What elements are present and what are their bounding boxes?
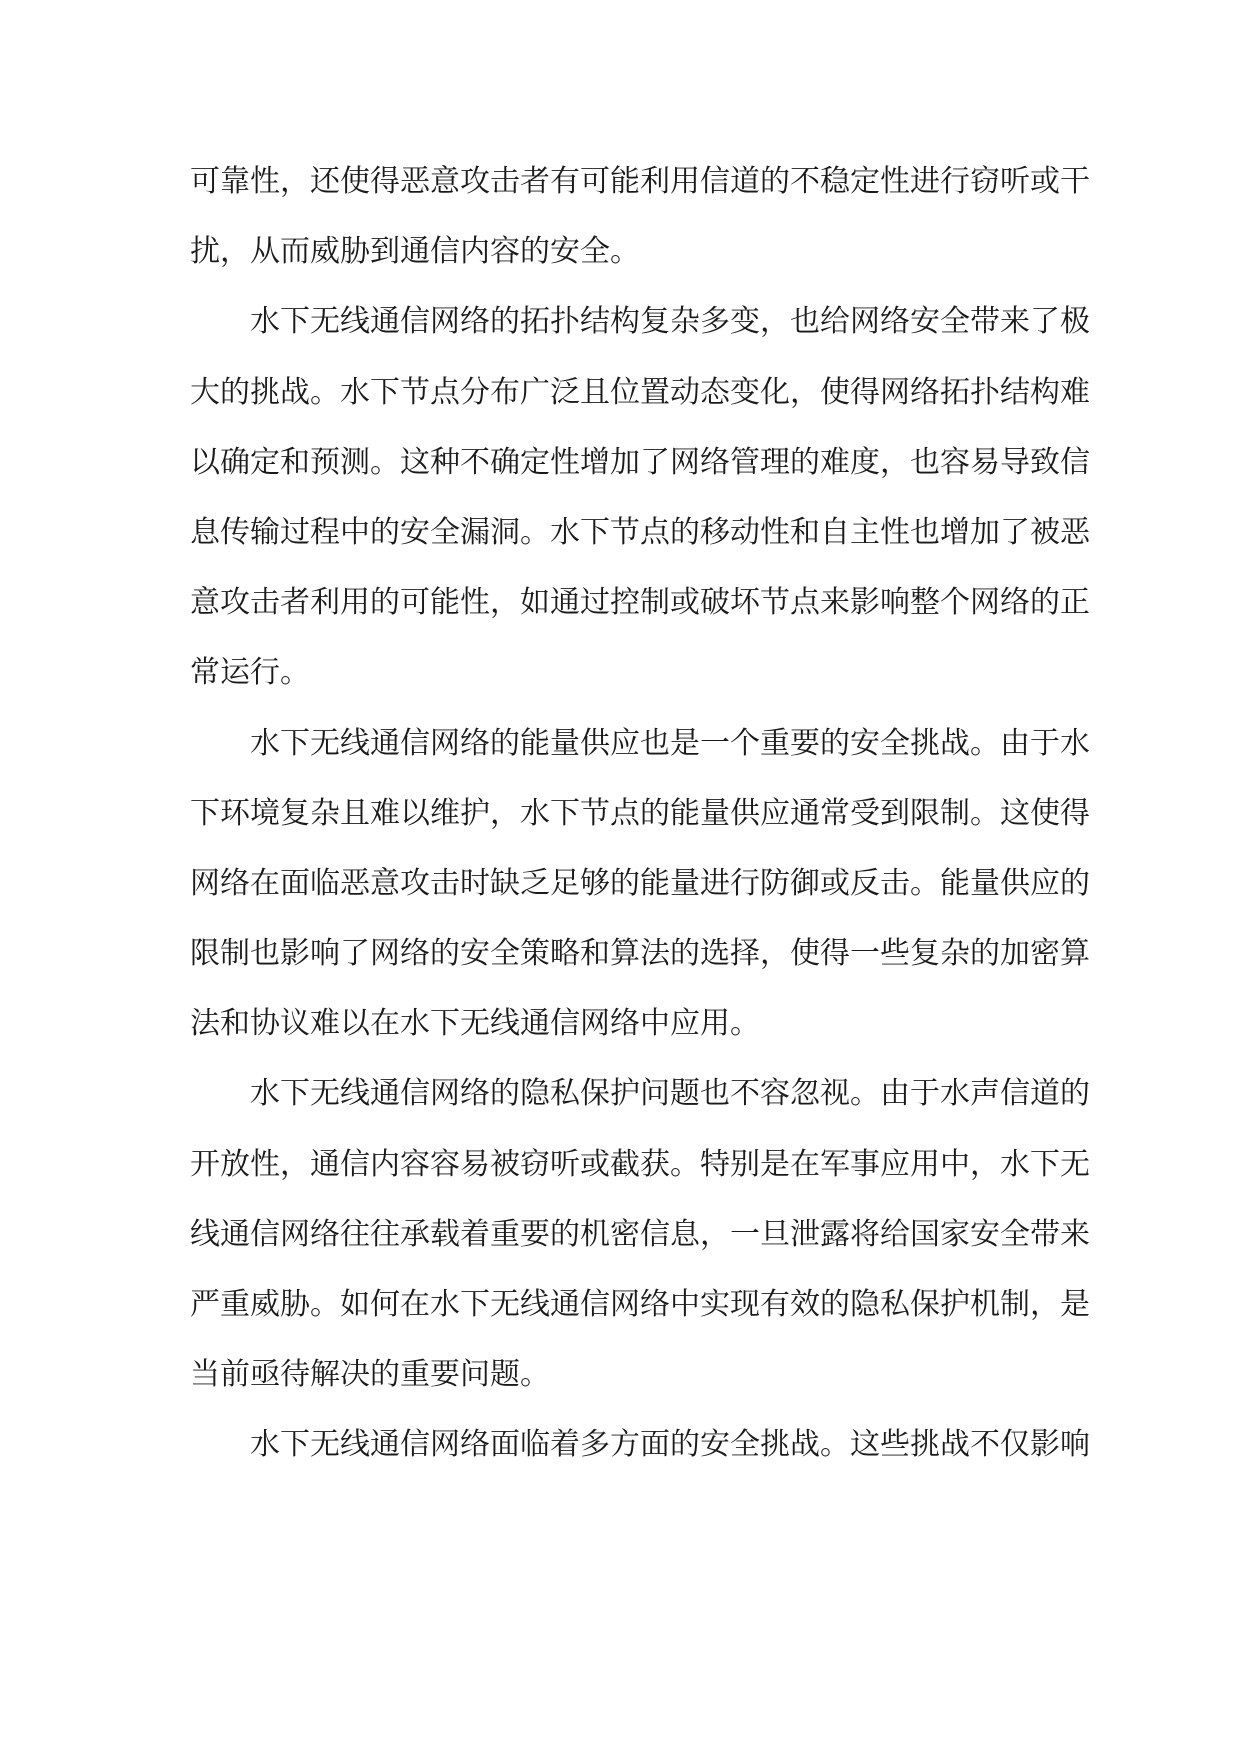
text-line: 意攻击者利用的可能性，如通过控制或破坏节点来影响整个网络的正 [190,585,1090,621]
text-line: 水下无线通信网络的拓扑结构复杂多变，也给网络安全带来了极 [250,304,1090,340]
text-line: 水下无线通信网络面临着多方面的安全挑战。这些挑战不仅影响 [250,1427,1090,1463]
text-line: 息传输过程中的安全漏洞。水下节点的移动性和自主性也增加了被恶 [190,514,1090,550]
text-line: 下环境复杂且难以维护，水下节点的能量供应通常受到限制。这使得 [190,795,1090,831]
text-line: 网络在面临恶意攻击时缺乏足够的能量进行防御或反击。能量供应的 [190,865,1090,901]
text-line: 法和协议难以在水下无线通信网络中应用。 [190,1006,760,1042]
text-line: 严重威胁。如何在水下无线通信网络中实现有效的隐私保护机制，是 [190,1287,1090,1322]
text-line: 线通信网络往往承载着重要的机密信息，一旦泄露将给国家安全带来 [190,1216,1090,1252]
text-line: 水下无线通信网络的能量供应也是一个重要的安全挑战。由于水 [250,725,1090,761]
text-line: 可靠性，还使得恶意攻击者有可能利用信道的不稳定性进行窃听或干 [190,164,1090,199]
text-line: 开放性，通信内容容易被窃听或截获。特别是在军事应用中，水下无 [190,1146,1090,1182]
text-line: 常运行。 [190,655,310,691]
text-line: 以确定和预测。这种不确定性增加了网络管理的难度，也容易导致信 [190,444,1090,480]
text-line: 水下无线通信网络的隐私保护问题也不容忽视。由于水声信道的 [250,1076,1090,1112]
text-line: 大的挑战。水下节点分布广泛且位置动态变化，使得网络拓扑结构难 [190,374,1090,410]
text-line: 当前亟待解决的重要问题。 [190,1357,550,1393]
text-line: 扰，从而威胁到通信内容的安全。 [190,234,640,270]
document-body [190,147,1090,1481]
text-line: 限制也影响了网络的安全策略和算法的选择，使得一些复杂的加密算 [190,936,1090,972]
